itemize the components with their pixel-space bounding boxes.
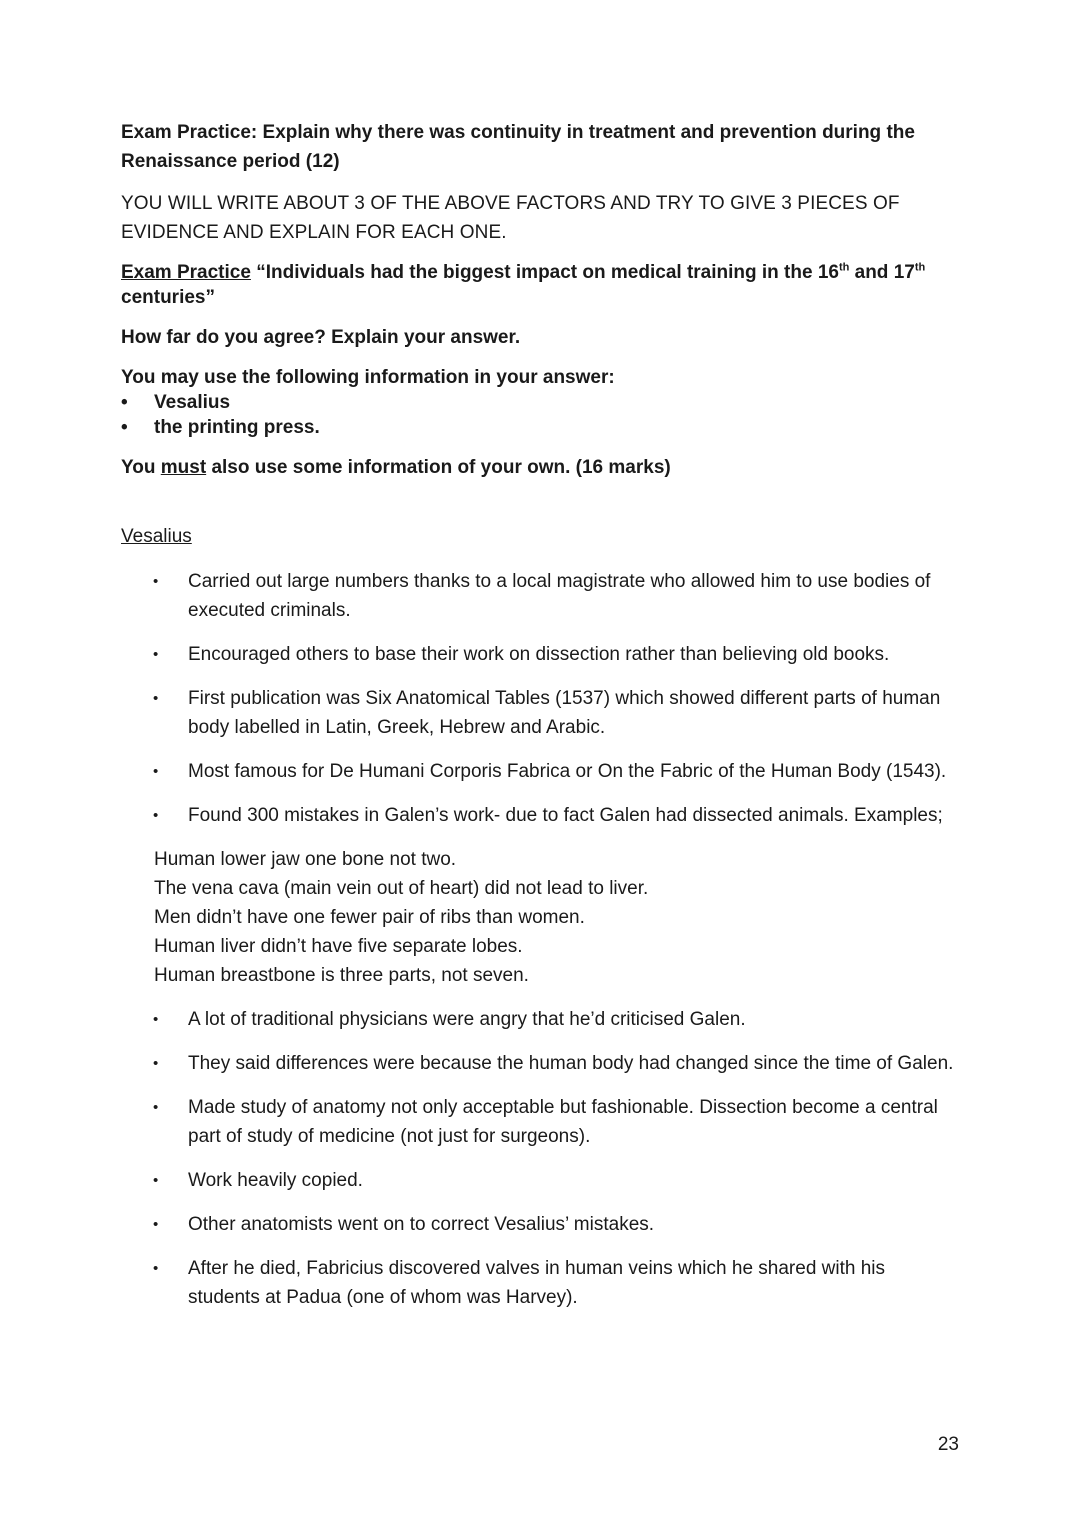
exam-practice-1-title: Exam Practice: Explain why there was continuity in treatment and prevention during the Renaissance period (12) <box>121 122 915 172</box>
list-item: • Other anatomists went on to correct Vesalius’ mistakes. <box>121 1210 961 1239</box>
list-item: • They said differences were because the human body had changed since the time of Galen. <box>121 1049 961 1078</box>
example-line: The vena cava (main vein out of heart) did not lead to liver. <box>154 878 649 899</box>
list-item: • After he died, Fabricius discovered valves in human veins which he shared with his students at Padua (one of whom was Harvey). <box>121 1254 961 1312</box>
list-item: • Most famous for De Humani Corporis Fabrica or On the Fabric of the Human Body (1543). <box>121 757 961 786</box>
vesalius-heading: Vesalius <box>121 526 192 547</box>
example-line: Human lower jaw one bone not two. <box>154 849 457 870</box>
quote-part-1: “Individuals had the biggest impact on medical training in the 16 <box>250 262 839 283</box>
vesalius-points-a <box>121 567 961 830</box>
example-line: Men didn’t have one fewer pair of ribs than women. <box>154 907 585 928</box>
quote-part-2: and 17 <box>849 262 915 283</box>
vesalius-points-b <box>121 1005 961 1312</box>
exam-practice-1-instruction: YOU WILL WRITE ABOUT 3 OF THE ABOVE FACTORS AND TRY TO GIVE 3 PIECES OF EVIDENCE AND EXPLAIN FOR EACH ONE. <box>121 193 900 243</box>
info-intro: You may use the following information in your answer: <box>121 367 615 388</box>
info-item: • the printing press. <box>121 415 961 440</box>
quote-part-3: centuries” <box>121 287 215 308</box>
superscript-2: th <box>914 261 926 274</box>
exam-practice-2-label: Exam Practice <box>121 262 251 283</box>
list-item: • Work heavily copied. <box>121 1166 961 1195</box>
own-information-line <box>121 453 961 482</box>
own-must: must <box>160 457 207 478</box>
page-number: 23 <box>937 1434 959 1455</box>
list-item: • Made study of anatomy not only acceptable but fashionable. Dissection become a central part of study of medicine (not just for surgeons). <box>121 1093 961 1151</box>
example-line: Human breastbone is three parts, not seven. <box>154 965 529 986</box>
exam-practice-2-prompt: How far do you agree? Explain your answer. <box>121 327 521 348</box>
list-item: • A lot of traditional physicians were angry that he’d criticised Galen. <box>121 1005 961 1034</box>
info-item: • Vesalius <box>121 390 961 415</box>
info-list <box>121 390 961 440</box>
list-item: • Found 300 mistakes in Galen’s work- due to fact Galen had dissected animals. Examples; <box>121 801 961 830</box>
superscript-1: th <box>838 261 850 274</box>
document-page <box>121 118 961 1327</box>
galen-mistake-examples <box>154 845 961 990</box>
own-suffix: also use some information of your own. (16 marks) <box>206 457 671 478</box>
example-line: Human liver didn’t have five separate lobes. <box>154 936 523 957</box>
exam-practice-2-question <box>121 260 961 310</box>
own-prefix: You <box>121 457 161 478</box>
list-item: • Carried out large numbers thanks to a local magistrate who allowed him to use bodies of executed criminals. <box>121 567 961 625</box>
list-item: • First publication was Six Anatomical Tables (1537) which showed different parts of human body labelled in Latin, Greek, Hebrew and Arabic. <box>121 684 961 742</box>
list-item: • Encouraged others to base their work on dissection rather than believing old books. <box>121 640 961 669</box>
